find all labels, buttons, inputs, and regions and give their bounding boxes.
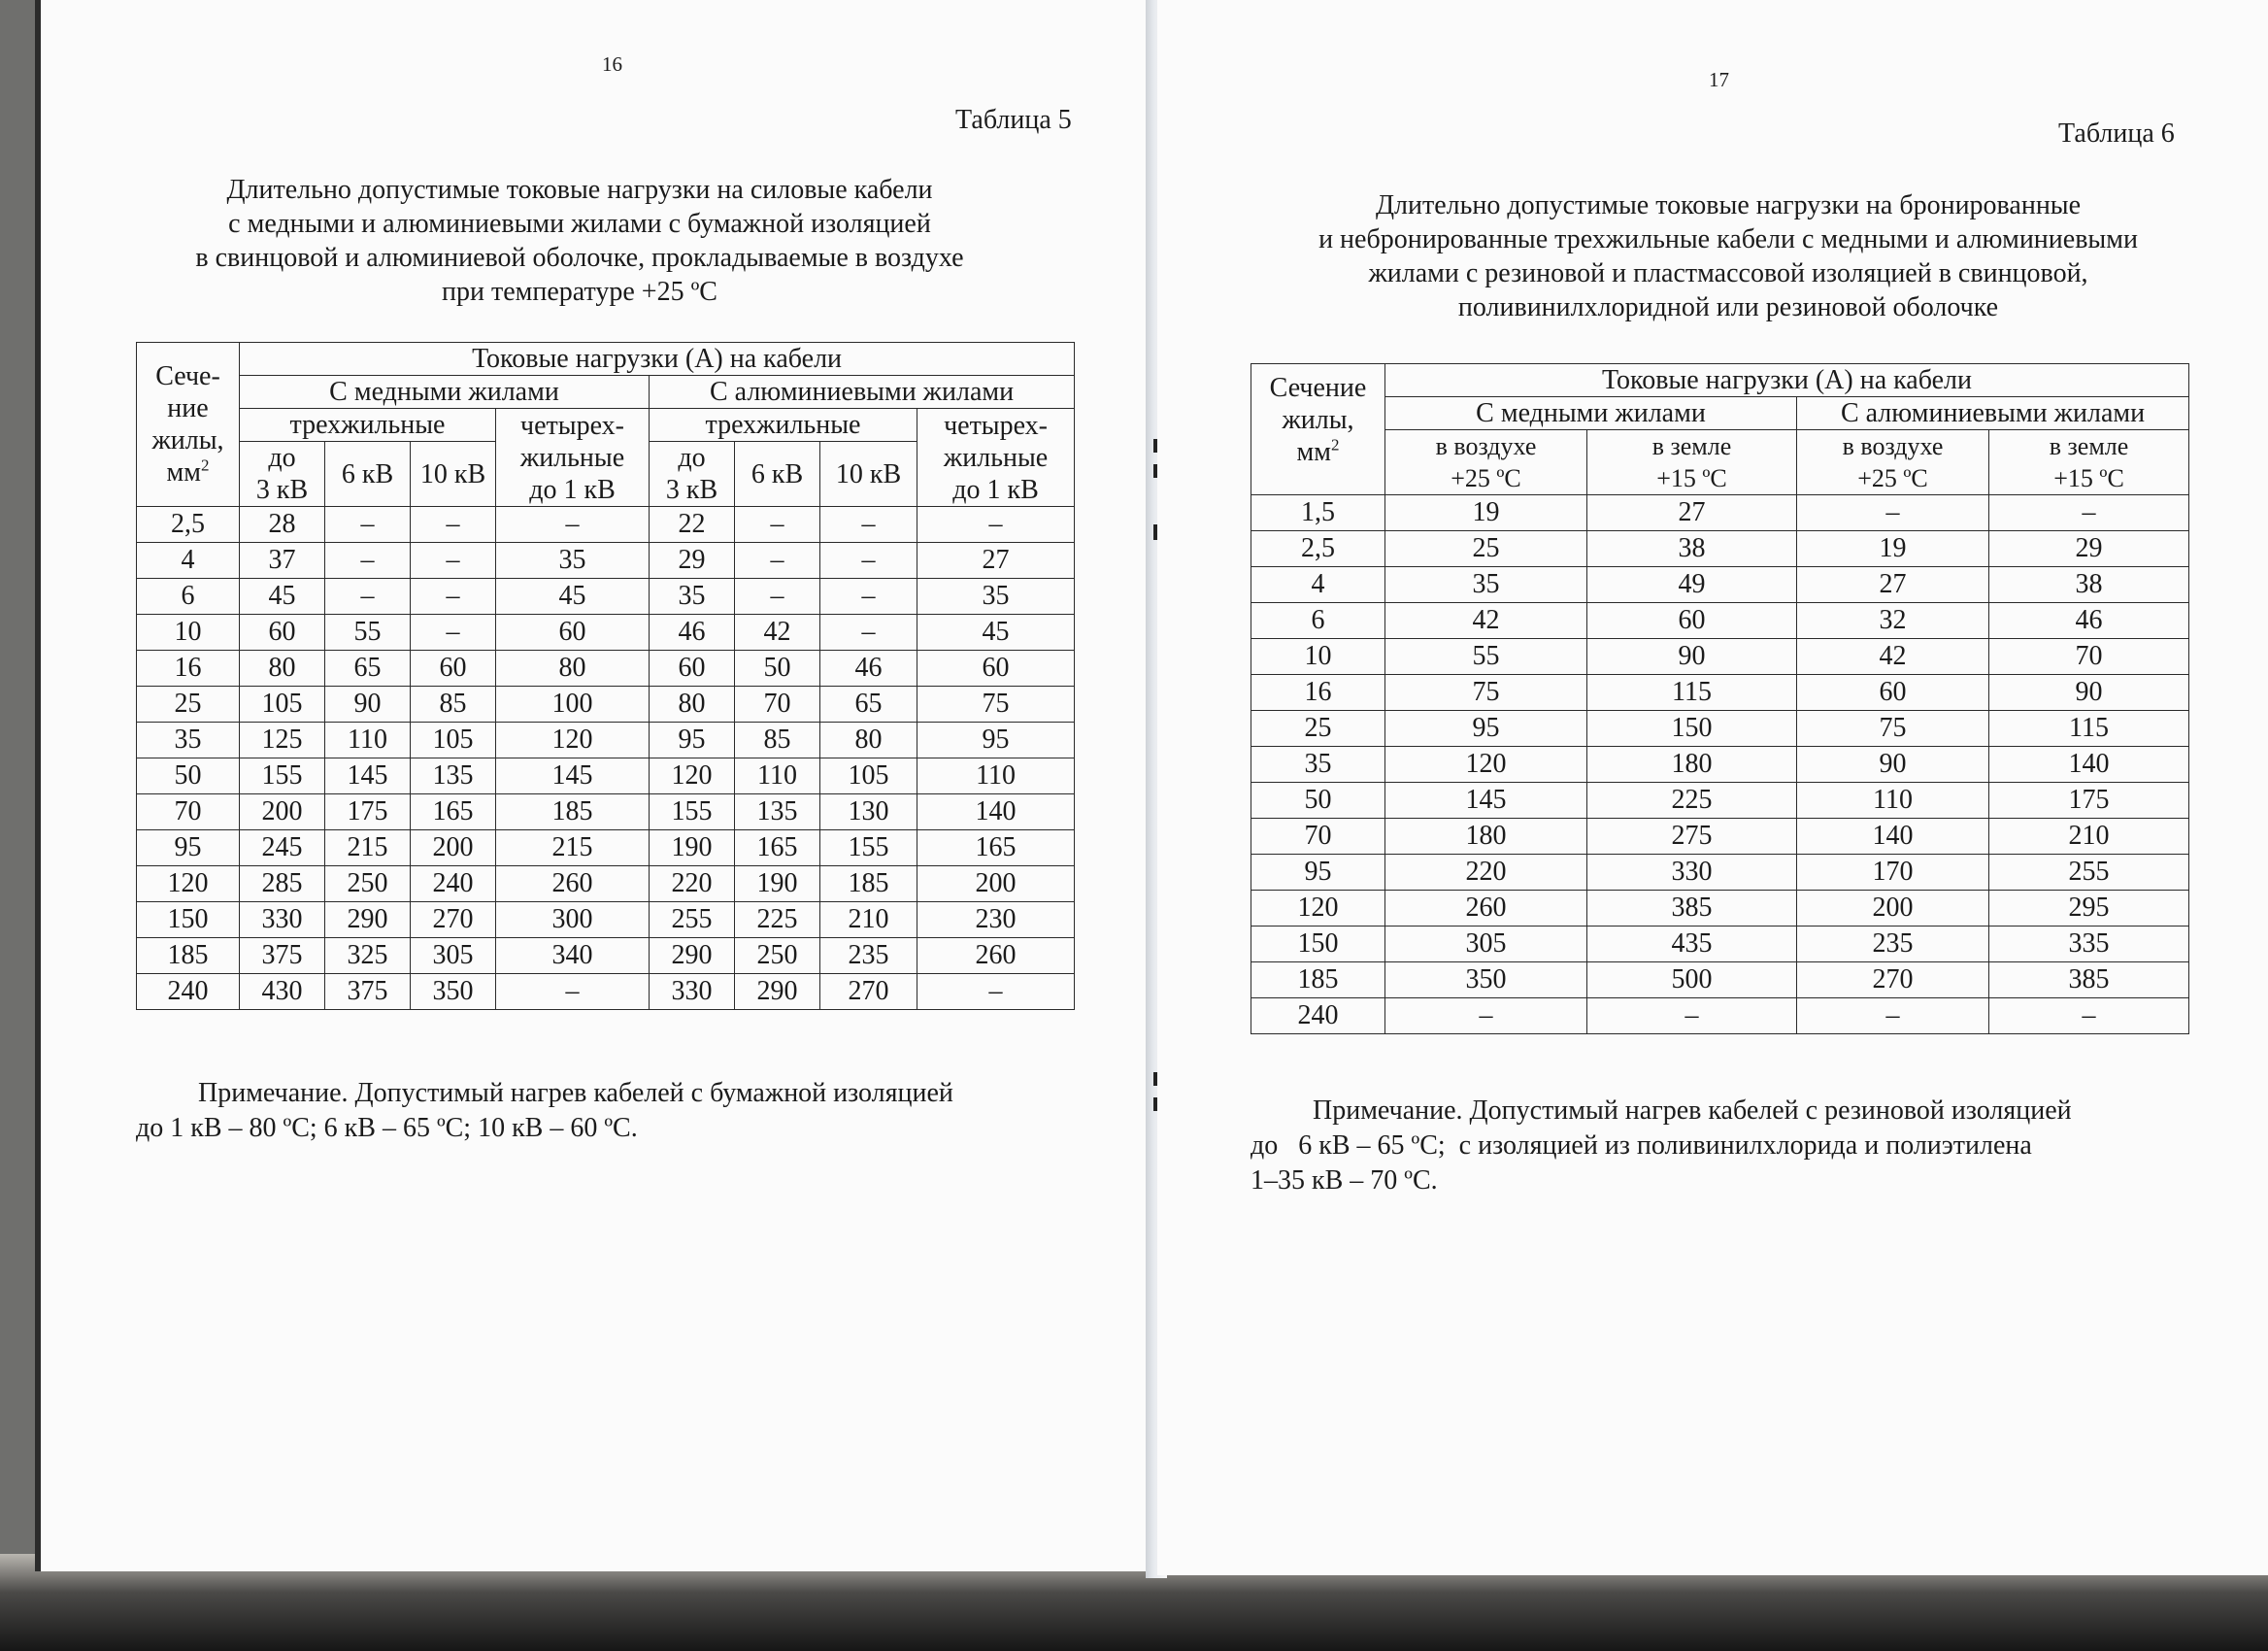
cell-current: 75: [917, 687, 1075, 723]
cell-cross-section: 6: [137, 579, 240, 615]
cell-current: 19: [1385, 495, 1587, 531]
cell-current: 60: [1587, 603, 1797, 639]
header-10kv: 10 кВ: [411, 442, 496, 507]
cell-current: 27: [917, 543, 1075, 579]
cell-current: 260: [917, 938, 1075, 974]
cell-current: 60: [240, 615, 325, 651]
cell-current: –: [820, 615, 917, 651]
cell-current: 330: [1587, 855, 1797, 891]
header-in-air: в воздухе +25 ºС: [1797, 430, 1989, 495]
cell-current: 225: [1587, 783, 1797, 819]
header-upto-3kv: до 3 кВ: [240, 442, 325, 507]
cell-current: –: [917, 974, 1075, 1010]
note-line: Примечание. Допустимый нагрев кабелей с бумажной изоляцией: [198, 1078, 953, 1108]
cell-current: –: [411, 579, 496, 615]
cell-current: 200: [240, 794, 325, 830]
table-row: [137, 902, 1075, 938]
table-row: [137, 615, 1075, 651]
cell-cross-section: 120: [1251, 891, 1385, 927]
header-copper: С медными жилами: [1385, 397, 1797, 430]
cell-current: 42: [735, 615, 820, 651]
cell-current: 270: [1797, 962, 1989, 998]
table-label: Таблица 6: [2058, 118, 2175, 149]
note-line: до 6 кВ – 65 ºС; с изоляцией из поливинилхлорида и полиэтилена: [1251, 1130, 2032, 1161]
cell-cross-section: 150: [137, 902, 240, 938]
cell-current: 140: [1989, 747, 2189, 783]
table-row: [137, 974, 1075, 1010]
cell-cross-section: 70: [1251, 819, 1385, 855]
cell-cross-section: 16: [137, 651, 240, 687]
cell-current: 225: [735, 902, 820, 938]
cell-current: 350: [1385, 962, 1587, 998]
header-three-core: трехжильные: [650, 409, 917, 442]
note-line: Примечание. Допустимый нагрев кабелей с резиновой изоляцией: [1313, 1095, 2072, 1126]
cell-current: 110: [917, 758, 1075, 794]
cell-current: 60: [650, 651, 735, 687]
cell-current: 290: [325, 902, 411, 938]
cell-current: 90: [1587, 639, 1797, 675]
cell-current: 90: [1797, 747, 1989, 783]
cell-current: 135: [735, 794, 820, 830]
cell-current: 170: [1797, 855, 1989, 891]
cell-cross-section: 240: [137, 974, 240, 1010]
header-upto-3kv: до 3 кВ: [650, 442, 735, 507]
cell-current: 250: [735, 938, 820, 974]
cell-current: 38: [1989, 567, 2189, 603]
cell-current: 130: [820, 794, 917, 830]
table-row: [1251, 747, 2189, 783]
cell-cross-section: 95: [137, 830, 240, 866]
cell-cross-section: 10: [137, 615, 240, 651]
table-row: [1251, 675, 2189, 711]
current-load-table-6: [1251, 363, 2189, 1034]
cell-current: 29: [650, 543, 735, 579]
header-three-core: трехжильные: [240, 409, 496, 442]
cell-current: 330: [240, 902, 325, 938]
header-in-air: в воздухе +25 ºС: [1385, 430, 1587, 495]
table-row: [1251, 891, 2189, 927]
cell-current: 430: [240, 974, 325, 1010]
cell-current: 165: [735, 830, 820, 866]
cell-current: –: [820, 543, 917, 579]
cell-current: –: [1989, 495, 2189, 531]
cell-current: 105: [240, 687, 325, 723]
table-row: [137, 507, 1075, 543]
cell-current: 260: [1385, 891, 1587, 927]
cell-current: 235: [820, 938, 917, 974]
cell-current: 42: [1385, 603, 1587, 639]
cell-current: 105: [411, 723, 496, 758]
cell-current: 285: [240, 866, 325, 902]
cell-current: 255: [650, 902, 735, 938]
cell-current: 110: [1797, 783, 1989, 819]
cell-current: 270: [411, 902, 496, 938]
cell-cross-section: 70: [137, 794, 240, 830]
cell-current: 230: [917, 902, 1075, 938]
page-number: 17: [1709, 68, 1729, 91]
cell-current: 90: [1989, 675, 2189, 711]
cell-current: 150: [1587, 711, 1797, 747]
header-section: Сече- ние жилы, $мм^2$: [137, 343, 240, 507]
cell-current: 35: [1385, 567, 1587, 603]
header-aluminum: С алюминиевыми жилами: [650, 376, 1075, 409]
cell-current: 250: [325, 866, 411, 902]
table-row: [137, 938, 1075, 974]
table-row: [1251, 639, 2189, 675]
header-copper: С медными жилами: [240, 376, 650, 409]
cell-current: 45: [496, 579, 650, 615]
cell-cross-section: 2,5: [1251, 531, 1385, 567]
title-line: в свинцовой и алюминиевой оболочке, прокладываемые в воздухе: [195, 243, 964, 273]
table-row: [137, 758, 1075, 794]
cell-current: 220: [650, 866, 735, 902]
cell-current: 120: [1385, 747, 1587, 783]
page-number: 16: [602, 52, 622, 76]
cell-current: 75: [1385, 675, 1587, 711]
cell-current: 140: [917, 794, 1075, 830]
table-row: [1251, 783, 2189, 819]
cell-cross-section: 1,5: [1251, 495, 1385, 531]
cell-current: 46: [1989, 603, 2189, 639]
table-row: [137, 687, 1075, 723]
cell-current: –: [325, 579, 411, 615]
cell-current: 155: [820, 830, 917, 866]
cell-current: 165: [917, 830, 1075, 866]
cell-current: 80: [820, 723, 917, 758]
table-row: [1251, 495, 2189, 531]
cell-current: 140: [1797, 819, 1989, 855]
cell-current: 60: [917, 651, 1075, 687]
cell-current: 435: [1587, 927, 1797, 962]
cell-current: 65: [820, 687, 917, 723]
cell-current: –: [325, 543, 411, 579]
header-four-core: четырех- жильные до 1 кВ: [917, 409, 1075, 507]
cell-current: 46: [820, 651, 917, 687]
table-row: [1251, 819, 2189, 855]
cell-current: 37: [240, 543, 325, 579]
cell-current: –: [411, 615, 496, 651]
header-four-core: четырех- жильные до 1 кВ: [496, 409, 650, 507]
header-6kv: 6 кВ: [735, 442, 820, 507]
title-line: с медными и алюминиевыми жилами с бумажной изоляцией: [228, 209, 931, 239]
title-line: Длительно допустимые токовые нагрузки на бронированные: [1375, 190, 2082, 220]
cell-cross-section: 150: [1251, 927, 1385, 962]
cell-current: 260: [496, 866, 650, 902]
table-row: [1251, 711, 2189, 747]
cell-current: 35: [917, 579, 1075, 615]
cell-cross-section: 6: [1251, 603, 1385, 639]
cell-cross-section: 50: [137, 758, 240, 794]
table-row: [1251, 927, 2189, 962]
cell-current: 45: [240, 579, 325, 615]
cell-current: 305: [1385, 927, 1587, 962]
cell-current: 385: [1587, 891, 1797, 927]
cell-current: 29: [1989, 531, 2189, 567]
cell-current: 60: [1797, 675, 1989, 711]
cell-current: 200: [917, 866, 1075, 902]
cell-current: 70: [1989, 639, 2189, 675]
header-section: Сечение жилы, $мм^2$: [1251, 364, 1385, 495]
cell-current: 180: [1385, 819, 1587, 855]
header-in-ground: в земле +15 ºС: [1989, 430, 2189, 495]
cell-current: 385: [1989, 962, 2189, 998]
cell-current: 220: [1385, 855, 1587, 891]
cell-current: 80: [496, 651, 650, 687]
cell-cross-section: 4: [1251, 567, 1385, 603]
cell-cross-section: 240: [1251, 998, 1385, 1034]
cell-current: 135: [411, 758, 496, 794]
table-title: [157, 173, 1002, 309]
cell-cross-section: 95: [1251, 855, 1385, 891]
cell-current: 70: [735, 687, 820, 723]
cell-current: 95: [1385, 711, 1587, 747]
cell-current: 200: [1797, 891, 1989, 927]
table-row: [137, 794, 1075, 830]
cell-current: 335: [1989, 927, 2189, 962]
cell-current: 46: [650, 615, 735, 651]
cell-current: 255: [1989, 855, 2189, 891]
cell-current: 175: [1989, 783, 2189, 819]
cell-cross-section: 2,5: [137, 507, 240, 543]
header-in-ground: в земле +15 ºС: [1587, 430, 1797, 495]
table-row: [1251, 603, 2189, 639]
cell-current: 215: [325, 830, 411, 866]
cell-current: 215: [496, 830, 650, 866]
cell-current: 155: [650, 794, 735, 830]
cell-current: 85: [735, 723, 820, 758]
cell-current: –: [820, 579, 917, 615]
cell-current: 275: [1587, 819, 1797, 855]
cell-current: –: [411, 507, 496, 543]
cell-current: 90: [325, 687, 411, 723]
cell-current: 245: [240, 830, 325, 866]
cell-current: 25: [1385, 531, 1587, 567]
cell-current: 75: [1797, 711, 1989, 747]
cell-current: 27: [1797, 567, 1989, 603]
cell-current: 120: [650, 758, 735, 794]
cell-current: –: [735, 543, 820, 579]
cell-current: 55: [325, 615, 411, 651]
cell-current: 110: [325, 723, 411, 758]
cell-current: 49: [1587, 567, 1797, 603]
cell-current: 270: [820, 974, 917, 1010]
cell-current: –: [411, 543, 496, 579]
cell-current: –: [917, 507, 1075, 543]
cell-cross-section: 4: [137, 543, 240, 579]
table-note: [136, 1076, 1074, 1146]
table-row: [1251, 855, 2189, 891]
cell-current: 80: [650, 687, 735, 723]
cell-current: 19: [1797, 531, 1989, 567]
cell-current: 300: [496, 902, 650, 938]
cell-current: 22: [650, 507, 735, 543]
cell-current: 65: [325, 651, 411, 687]
cell-current: 120: [496, 723, 650, 758]
cell-current: 100: [496, 687, 650, 723]
table-row: [137, 543, 1075, 579]
table-row: [1251, 531, 2189, 567]
cell-current: 35: [496, 543, 650, 579]
cell-current: –: [735, 507, 820, 543]
cell-current: 240: [411, 866, 496, 902]
note-line: до 1 кВ – 80 ºС; 6 кВ – 65 ºС; 10 кВ – 60 ºС.: [136, 1113, 638, 1143]
cell-current: 50: [735, 651, 820, 687]
cell-current: 295: [1989, 891, 2189, 927]
table-row: [137, 723, 1075, 758]
cell-current: 110: [735, 758, 820, 794]
cell-current: 38: [1587, 531, 1797, 567]
cell-current: 180: [1587, 747, 1797, 783]
cell-current: –: [1797, 998, 1989, 1034]
cell-current: 375: [240, 938, 325, 974]
cell-current: –: [735, 579, 820, 615]
cell-current: 125: [240, 723, 325, 758]
cell-current: 185: [820, 866, 917, 902]
cell-cross-section: 16: [1251, 675, 1385, 711]
cell-current: 350: [411, 974, 496, 1010]
cell-current: 190: [650, 830, 735, 866]
cell-current: 210: [1989, 819, 2189, 855]
cell-current: –: [325, 507, 411, 543]
cell-current: 190: [735, 866, 820, 902]
cell-current: 200: [411, 830, 496, 866]
cell-cross-section: 120: [137, 866, 240, 902]
header-loads: Токовые нагрузки (А) на кабели: [1385, 364, 2189, 397]
cell-current: 330: [650, 974, 735, 1010]
cell-current: 325: [325, 938, 411, 974]
cell-current: 45: [917, 615, 1075, 651]
cell-cross-section: 35: [1251, 747, 1385, 783]
cell-current: 105: [820, 758, 917, 794]
title-line: жилами с резиновой и пластмассовой изоляцией в свинцовой,: [1368, 258, 2088, 288]
cell-current: 27: [1587, 495, 1797, 531]
title-line: поливинилхлоридной или резиновой оболочке: [1457, 292, 1999, 322]
cell-current: 28: [240, 507, 325, 543]
header-aluminum: С алюминиевыми жилами: [1797, 397, 2189, 430]
cell-current: 500: [1587, 962, 1797, 998]
cell-current: 340: [496, 938, 650, 974]
cell-cross-section: 10: [1251, 639, 1385, 675]
cell-current: 115: [1989, 711, 2189, 747]
cell-current: 235: [1797, 927, 1989, 962]
current-load-table-5: [136, 342, 1075, 1010]
cell-current: 305: [411, 938, 496, 974]
table-label: Таблица 5: [955, 105, 1072, 135]
cell-current: 55: [1385, 639, 1587, 675]
table-row: [1251, 567, 2189, 603]
cell-current: –: [1385, 998, 1587, 1034]
cell-current: 210: [820, 902, 917, 938]
table-row: [137, 830, 1075, 866]
cell-current: –: [496, 507, 650, 543]
header-6kv: 6 кВ: [325, 442, 411, 507]
cell-current: 80: [240, 651, 325, 687]
cell-cross-section: 185: [1251, 962, 1385, 998]
cell-current: –: [1989, 998, 2189, 1034]
cell-current: 115: [1587, 675, 1797, 711]
cell-current: 60: [411, 651, 496, 687]
table-row: [1251, 962, 2189, 998]
title-line: при температуре +25 ºС: [442, 277, 717, 307]
cell-current: 42: [1797, 639, 1989, 675]
cell-cross-section: 25: [1251, 711, 1385, 747]
page-right: [1157, 0, 2268, 1575]
cell-current: 35: [650, 579, 735, 615]
cell-current: 290: [650, 938, 735, 974]
table-title: [1204, 188, 2252, 324]
table-row: [137, 651, 1075, 687]
cell-current: –: [1797, 495, 1989, 531]
cell-current: 95: [917, 723, 1075, 758]
cell-current: 145: [1385, 783, 1587, 819]
title-line: и небронированные трехжильные кабели с медными и алюминиевыми: [1318, 224, 2138, 254]
cell-current: 155: [240, 758, 325, 794]
cell-current: 145: [325, 758, 411, 794]
cell-current: 375: [325, 974, 411, 1010]
table-row: [1251, 998, 2189, 1034]
cell-current: 60: [496, 615, 650, 651]
page-left: [35, 0, 1150, 1571]
cell-cross-section: 185: [137, 938, 240, 974]
cell-current: 185: [496, 794, 650, 830]
cell-current: 95: [650, 723, 735, 758]
cell-cross-section: 25: [137, 687, 240, 723]
header-10kv: 10 кВ: [820, 442, 917, 507]
table-row: [137, 866, 1075, 902]
cell-cross-section: 35: [137, 723, 240, 758]
cell-current: 85: [411, 687, 496, 723]
cell-current: 32: [1797, 603, 1989, 639]
title-line: Длительно допустимые токовые нагрузки на силовые кабели: [226, 175, 933, 205]
note-line: 1–35 кВ – 70 ºС.: [1251, 1165, 1438, 1196]
cell-current: 165: [411, 794, 496, 830]
cell-cross-section: 50: [1251, 783, 1385, 819]
table-note: [1251, 1094, 2188, 1198]
cell-current: 290: [735, 974, 820, 1010]
cell-current: –: [820, 507, 917, 543]
header-loads: Токовые нагрузки (А) на кабели: [240, 343, 1075, 376]
table-row: [137, 579, 1075, 615]
cell-current: 145: [496, 758, 650, 794]
cell-current: 175: [325, 794, 411, 830]
cell-current: –: [1587, 998, 1797, 1034]
cell-current: –: [496, 974, 650, 1010]
